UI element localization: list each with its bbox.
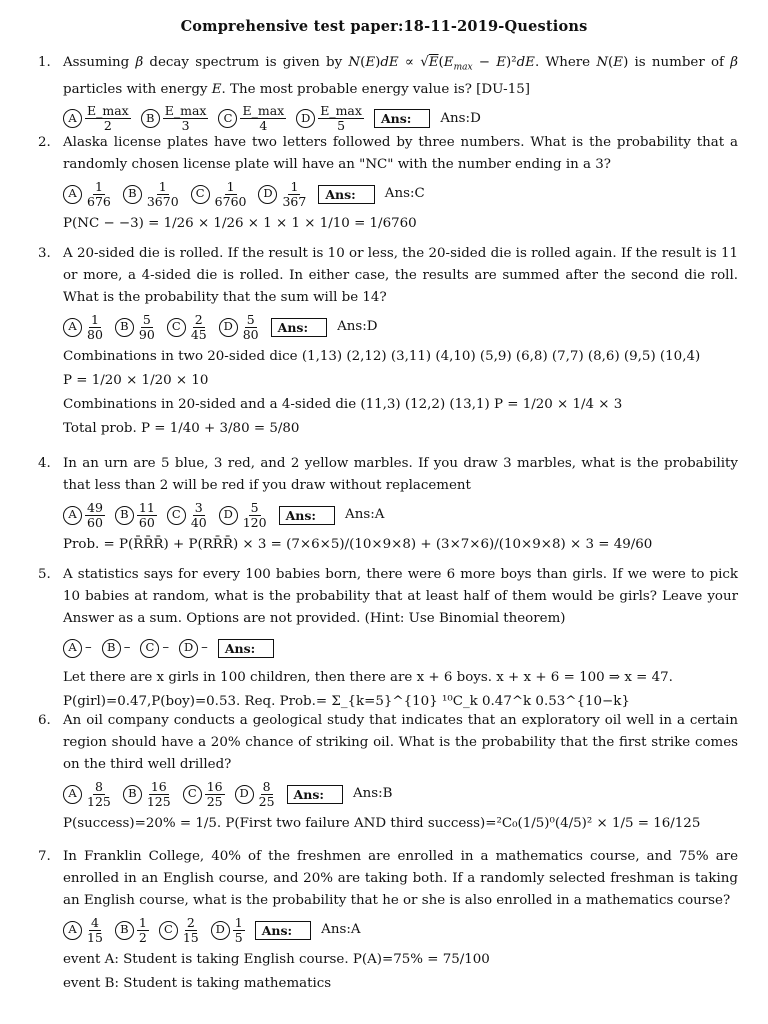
option-letter: D — [258, 185, 277, 204]
question-number: 6. — [38, 713, 51, 728]
option-b[interactable]: B – — [102, 637, 131, 659]
answer-text: Ans:D — [337, 319, 378, 334]
option-letter: C — [140, 639, 159, 658]
answer-box[interactable]: Ans: — [279, 506, 335, 525]
solution-line: P = 1/20 × 1/20 × 10 — [63, 373, 209, 388]
question-text: Assuming β decay spectrum is given by $N(E)dE \propto √E(E_{max} - E)^2dE$. Where N(E) is number of β particles with energy E. The most probable energy value is? [DU-15] — [63, 55, 738, 97]
option-c[interactable]: C 1 6760 — [191, 180, 249, 209]
solution-line: Combinations in two 20-sided dice (1,13) (2,12) (3,11) (4,10) (5,9) (6,8) (7,7) (8,6) (9,5) (10,4) — [63, 349, 701, 364]
answer-text: Ans:A — [345, 507, 385, 522]
options-row — [63, 497, 738, 533]
answer-box[interactable]: Ans: — [255, 921, 311, 940]
option-a[interactable]: A 1 676 — [63, 180, 113, 209]
option-letter: C — [183, 785, 202, 804]
options-row — [63, 912, 738, 948]
option-letter: B — [123, 785, 142, 804]
option-b[interactable]: B 1 2 — [115, 916, 149, 945]
option-b[interactable]: B 5 90 — [115, 313, 157, 342]
question-7 — [38, 846, 738, 996]
question-3 — [38, 243, 738, 441]
option-d[interactable]: D – — [179, 637, 208, 659]
question-number: 2. — [38, 135, 51, 150]
option-c[interactable]: C 16 25 — [183, 780, 225, 809]
solution-line: Total prob. P = 1/40 + 3/80 = 5/80 — [63, 421, 300, 436]
option-letter: A — [63, 185, 82, 204]
option-c[interactable]: C E_max 4 — [218, 104, 286, 133]
answer-text: Ans:D — [440, 110, 481, 126]
solution-line: P(success)=20% = 1/5. P(First two failure AND third success)=²C₀(1/5)⁰(4/5)² × 1/5 = 16/125 — [63, 816, 701, 831]
solution-line: P(NC − −3) = 1/26 × 1/26 × 1 × 1 × 1/10 = 1/6760 — [63, 216, 417, 231]
option-letter: B — [115, 506, 134, 525]
option-b[interactable]: B 1 3670 — [123, 180, 181, 209]
solution-line: event B: Student is taking mathematics — [63, 976, 332, 991]
options-row — [63, 630, 738, 666]
option-letter: C — [167, 506, 186, 525]
option-c[interactable]: C – — [140, 637, 169, 659]
question-text: An oil company conducts a geological study that indicates that an exploratory oil well in a certain region should have a 20% chance of striking oil. What is the probability that the first strike comes on the third well drilled? — [63, 713, 738, 772]
option-b[interactable]: B 16 125 — [123, 780, 173, 809]
option-letter: B — [115, 318, 134, 337]
option-a[interactable]: A 4 15 — [63, 916, 105, 945]
solution-line: Let there are x girls in 100 children, then there are x + 6 boys. x + x + 6 = 100 ⇒ x = 47. — [63, 670, 673, 685]
question-text: Alaska license plates have two letters followed by three numbers. What is the probability that a randomly chosen license plate will have an "NC" with the number ending in a 3? — [63, 135, 738, 172]
answer-box[interactable]: Ans: — [218, 639, 274, 658]
option-b[interactable]: B 11 60 — [115, 501, 157, 530]
option-a[interactable]: A – — [63, 637, 92, 659]
option-letter: D — [296, 109, 315, 128]
question-2 — [38, 132, 738, 236]
question-4 — [38, 453, 738, 557]
option-a[interactable]: A 49 60 — [63, 501, 105, 530]
option-letter: D — [211, 921, 230, 940]
option-letter: D — [179, 639, 198, 658]
option-letter: A — [63, 785, 82, 804]
question-text: A statistics says for every 100 babies born, there were 6 more boys than girls. If we were to pick 10 babies at random, what is the probability that at least half of them would be girls? Leave your Answer as a sum. Options are not provided. (Hint: Use Binomial theorem) — [63, 567, 738, 626]
question-text: In an urn are 5 blue, 3 red, and 2 yellow marbles. If you draw 3 marbles, what is the probability that less than 2 will be red if you draw without replacement — [63, 456, 738, 493]
option-letter: A — [63, 921, 82, 940]
question-text: A 20-sided die is rolled. If the result is 10 or less, the 20-sided die is rolled again. If the result is 11 or more, a 4-sided die is rolled. In either case, the results are summed after the second die roll. What is the probability that the sum will be 14? — [63, 246, 738, 305]
question-number: 7. — [38, 849, 51, 864]
option-letter: B — [115, 921, 134, 940]
option-letter: B — [141, 109, 160, 128]
option-letter: A — [63, 639, 82, 658]
options-row — [63, 776, 738, 812]
question-1 — [38, 52, 738, 137]
answer-box[interactable]: Ans: — [374, 109, 430, 128]
option-letter: C — [159, 921, 178, 940]
solution-line: Combinations in 20-sided and a 4-sided die (11,3) (12,2) (13,1) P = 1/20 × 1/4 × 3 — [63, 397, 623, 412]
option-letter: A — [63, 506, 82, 525]
question-number: 3. — [38, 246, 51, 261]
option-letter: A — [63, 109, 82, 128]
page-title: Comprehensive test paper:18-11-2019-Questions — [180, 18, 588, 35]
option-d[interactable]: D 1 5 — [211, 916, 245, 945]
option-letter: A — [63, 318, 82, 337]
option-d[interactable]: D 5 80 — [219, 313, 261, 342]
option-letter: C — [218, 109, 237, 128]
answer-text: Ans:B — [352, 786, 393, 801]
option-d[interactable]: D 1 367 — [258, 180, 308, 209]
option-a[interactable]: A 1 80 — [63, 313, 105, 342]
answer-text: Ans:C — [384, 186, 425, 201]
answer-text: Ans:A — [321, 922, 361, 937]
option-letter: D — [219, 318, 238, 337]
option-d[interactable]: D 8 25 — [235, 780, 277, 809]
option-d[interactable]: D E_max 5 — [296, 104, 364, 133]
option-letter: D — [219, 506, 238, 525]
option-letter: C — [167, 318, 186, 337]
options-row — [63, 176, 738, 212]
option-a[interactable]: A E_max 2 — [63, 104, 131, 133]
option-c[interactable]: C 2 15 — [159, 916, 201, 945]
question-text: In Franklin College, 40% of the freshmen are enrolled in a mathematics course, and 75% are enrolled in an English course, and 20% are taking both. If a randomly selected freshman is taking an English course, what is the probability that he or she is also enrolled in a mathematics course? — [63, 849, 738, 908]
option-b[interactable]: B E_max 3 — [141, 104, 209, 133]
question-number: 5. — [38, 567, 51, 582]
option-letter: D — [235, 785, 254, 804]
option-c[interactable]: C 3 40 — [167, 501, 209, 530]
solution-line: Prob. = P(R̄R̄R̄) + P(RR̄R̄) × 3 = (7×6×5)/(10×9×8) + (3×7×6)/(10×9×8) × 3 = 49/60 — [63, 537, 653, 552]
option-d[interactable]: D 5 120 — [219, 501, 269, 530]
options-row — [63, 309, 738, 345]
answer-box[interactable]: Ans: — [318, 185, 374, 204]
answer-box[interactable]: Ans: — [287, 785, 343, 804]
option-c[interactable]: C 2 45 — [167, 313, 209, 342]
option-a[interactable]: A 8 125 — [63, 780, 113, 809]
option-letter: B — [123, 185, 142, 204]
question-number: 1. — [38, 55, 51, 70]
solution-line: event A: Student is taking English course. P(A)=75% = 75/100 — [63, 952, 490, 967]
question-number: 4. — [38, 456, 51, 471]
option-letter: B — [102, 639, 121, 658]
question-5 — [38, 564, 738, 714]
option-letter: C — [191, 185, 210, 204]
solution-line: P(girl)=0.47,P(boy)=0.53. Req. Prob.= Σ_{k=5}^{10} ¹⁰C_k 0.47^k 0.53^{10−k} — [63, 694, 630, 709]
question-6 — [38, 710, 738, 836]
answer-box[interactable]: Ans: — [271, 318, 327, 337]
